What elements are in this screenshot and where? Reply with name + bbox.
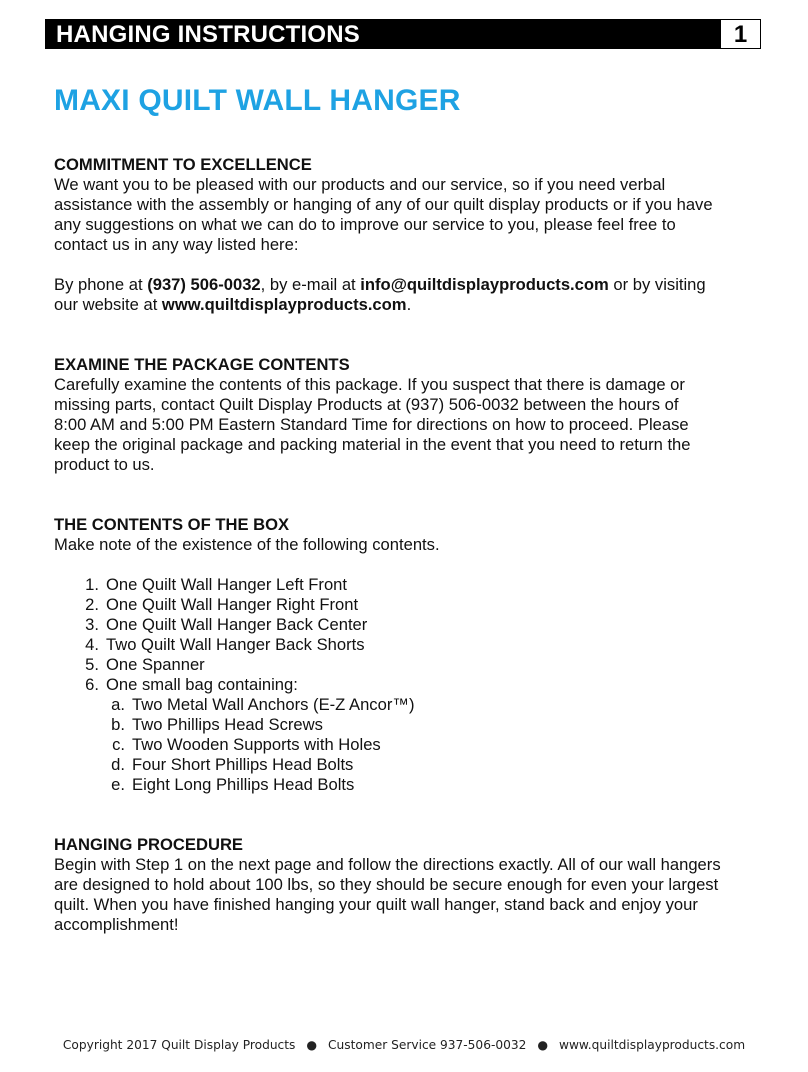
page-footer — [0, 1038, 808, 1052]
examine-paragraph — [54, 375, 754, 475]
list-item-number: 5. — [85, 655, 99, 674]
examine-line: missing parts, contact Quilt Display Products at (937) 506-0032 between the hours of — [54, 395, 679, 414]
list-item-text: One Quilt Wall Hanger Right Front — [106, 595, 359, 614]
header-title: HANGING INSTRUCTIONS — [46, 20, 720, 48]
procedure-line: quilt. When you have finished hanging your quilt wall hanger, stand back and enjoy your — [54, 895, 698, 914]
commitment-line: contact us in any way listed here: — [54, 235, 299, 254]
sub-list-item-text: Eight Long Phillips Head Bolts — [132, 775, 355, 794]
procedure-line: Begin with Step 1 on the next page and follow the directions exactly. All of our wall hangers — [54, 855, 721, 874]
page-number: 1 — [720, 20, 760, 48]
section-examine — [54, 355, 754, 475]
commitment-line: We want you to be pleased with our products and our service, so if you need verbal — [54, 175, 666, 194]
list-item — [85, 655, 754, 675]
commitment-paragraph — [54, 175, 754, 255]
list-item — [85, 575, 754, 595]
sub-list-item — [111, 755, 754, 775]
list-item-number: 3. — [85, 615, 99, 634]
section-commitment — [54, 155, 754, 315]
contents-heading: THE CONTENTS OF THE BOX — [54, 515, 290, 534]
list-item-number: 6. — [85, 675, 99, 694]
section-contents — [54, 515, 754, 795]
contents-intro: Make note of the existence of the following contents. — [54, 535, 440, 554]
sub-list-item-text: Two Metal Wall Anchors (E-Z Ancor™) — [132, 695, 415, 714]
sub-list-container — [106, 695, 754, 795]
commitment-line: assistance with the assembly or hanging of any of our quilt display products or if you have — [54, 195, 713, 214]
sub-list-item — [112, 735, 754, 755]
contact-prefix: By phone at — [54, 275, 148, 294]
section-procedure — [54, 835, 754, 935]
header-bar — [45, 19, 761, 49]
list-item-text: One Spanner — [106, 655, 205, 674]
examine-line: 8:00 AM and 5:00 PM Eastern Standard Time for directions on how to proceed. Please — [54, 415, 689, 434]
sub-list-item-text: Four Short Phillips Head Bolts — [132, 755, 354, 774]
sub-list-item-letter: d. — [111, 755, 125, 774]
list-item-text: One Quilt Wall Hanger Back Center — [106, 615, 368, 634]
list-item-number: 2. — [85, 595, 99, 614]
email-prefix: , by e-mail at — [260, 275, 361, 294]
examine-line: keep the original package and packing material in the event that you need to return the — [54, 435, 691, 454]
web-prefix: or by visiting — [608, 275, 706, 294]
contact-email: info@quiltdisplayproducts.com — [360, 275, 609, 294]
examine-line: Carefully examine the contents of this package. If you suspect that there is damage or — [54, 375, 685, 394]
list-item — [85, 595, 754, 615]
list-item-text: Two Quilt Wall Hanger Back Shorts — [106, 635, 365, 654]
list-item — [85, 635, 754, 655]
sub-list-item — [111, 695, 754, 715]
procedure-line: accomplishment! — [54, 915, 179, 934]
list-item-number: 1. — [85, 575, 99, 594]
examine-heading: EXAMINE THE PACKAGE CONTENTS — [54, 355, 350, 374]
contact-paragraph — [54, 275, 754, 315]
footer-website: www.quiltdisplayproducts.com — [559, 1038, 746, 1052]
commitment-heading: COMMITMENT TO EXCELLENCE — [54, 155, 312, 174]
list-item-text: One small bag containing: — [106, 675, 298, 694]
procedure-heading: HANGING PROCEDURE — [54, 835, 243, 854]
web-line2-prefix: our website at — [54, 295, 162, 314]
list-item — [85, 615, 754, 635]
footer-separator: ● — [537, 1038, 548, 1052]
list-item — [85, 675, 754, 695]
document-title: MAXI QUILT WALL HANGER — [54, 84, 461, 117]
footer-customer-service: Customer Service 937-506-0032 — [328, 1038, 527, 1052]
contact-phone: (937) 506-0032 — [147, 275, 261, 294]
procedure-line: are designed to hold about 100 lbs, so they should be secure enough for even your largest — [54, 875, 719, 894]
sub-list-item-letter: e. — [111, 775, 125, 794]
list-item-number: 4. — [85, 635, 99, 654]
sub-list-item-text: Two Wooden Supports with Holes — [132, 735, 381, 754]
sub-list-item-letter: c. — [112, 735, 125, 754]
footer-copyright: Copyright 2017 Quilt Display Products — [62, 1038, 296, 1052]
contents-list — [85, 575, 754, 795]
examine-line: product to us. — [54, 455, 155, 474]
bag-contents-list — [111, 695, 754, 795]
sub-list-item — [111, 775, 754, 795]
contact-website: www.quiltdisplayproducts.com — [161, 295, 407, 314]
procedure-paragraph — [54, 855, 754, 935]
sub-list-item-letter: b. — [111, 715, 125, 734]
sub-list-item-letter: a. — [111, 695, 125, 714]
sub-list-item-text: Two Phillips Head Screws — [132, 715, 323, 734]
list-item-text: One Quilt Wall Hanger Left Front — [106, 575, 348, 594]
document-body — [54, 155, 754, 935]
sub-list-item — [111, 715, 754, 735]
commitment-line: any suggestions on what we can do to improve our service to you, please feel free to — [54, 215, 676, 234]
footer-separator: ● — [306, 1038, 318, 1052]
web-suffix: . — [406, 295, 412, 314]
